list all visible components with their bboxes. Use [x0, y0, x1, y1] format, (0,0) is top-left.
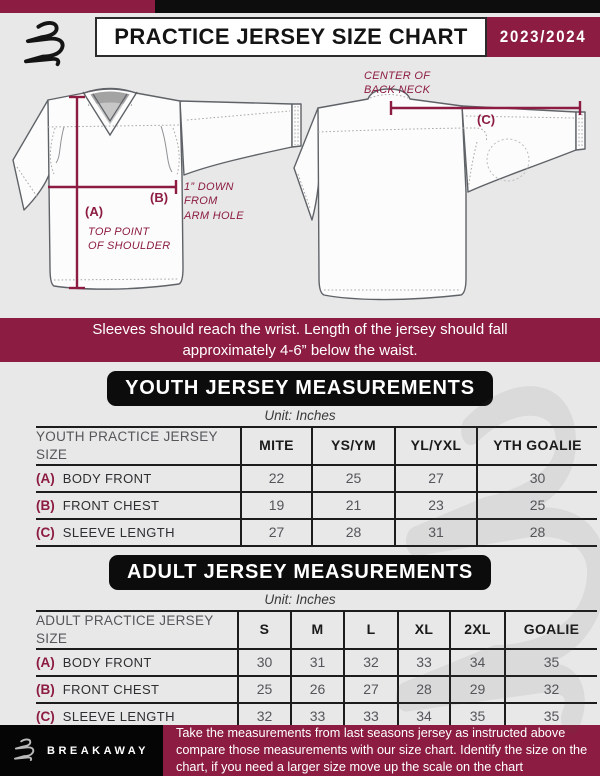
label-c-note [364, 69, 430, 98]
cell-value: 26 [309, 680, 326, 697]
row-label: SLEEVE LENGTH [62, 524, 175, 540]
youth-header-row [36, 427, 597, 465]
cell-value: 22 [268, 469, 285, 486]
brand-name: BREAKAWAY [47, 744, 149, 757]
cell-value: 28 [345, 523, 362, 540]
page-title-box [95, 17, 487, 57]
cell-value: 25 [256, 680, 273, 697]
label-b-key: (B) [150, 190, 169, 205]
cell-value: 35 [543, 707, 560, 724]
row-label: BODY FRONT [62, 654, 152, 670]
cell-value: 32 [543, 680, 560, 697]
row-label: BODY FRONT [62, 470, 152, 486]
cell-value: 27 [428, 469, 444, 486]
table-row [36, 519, 597, 546]
youth-section-banner [107, 371, 493, 406]
cell-value: 25 [529, 496, 546, 513]
youth-unit-label: Unit: Inches [264, 408, 336, 423]
label-a-note [88, 225, 171, 254]
cell-value: 28 [416, 680, 432, 697]
table-row [36, 492, 597, 519]
cell-value: 33 [416, 653, 432, 670]
youth-banner-label: YOUTH JERSEY MEASUREMENTS [125, 377, 475, 399]
label-c-key: (C) [477, 112, 496, 127]
jersey-diagrams-canvas [0, 68, 600, 318]
cell-value: 27 [268, 523, 285, 540]
row-label: FRONT CHEST [62, 497, 160, 513]
cell-value: 28 [529, 523, 546, 540]
youth-table-title: YOUTH PRACTICE JERSEY SIZE [36, 429, 218, 462]
table-row [36, 649, 597, 676]
cell-value: 30 [529, 469, 546, 486]
adult-unit-label: Unit: Inches [264, 592, 336, 607]
cell-value: 34 [416, 707, 432, 724]
brand-box [0, 725, 163, 776]
jersey-measurement-diagram [0, 68, 600, 318]
table-row [36, 465, 597, 492]
cell-value: 19 [268, 496, 285, 513]
label-a-note-line1: TOP POINT [88, 226, 150, 238]
cell-value: 21 [345, 496, 362, 513]
footer-note-box [163, 725, 600, 776]
label-b-note [184, 180, 244, 223]
row-key: (A) [36, 654, 55, 670]
season-badge [487, 17, 600, 57]
cell-value: 31 [309, 653, 326, 670]
label-c-note-line1: CENTER OF [364, 70, 431, 82]
column-header: YS/YM [330, 437, 377, 453]
footer-note-text: Take the measurements from last seasons jersey as instructed above compare those measurements with our size chart. Identify the size on the chart, if you need a larger size move up the scale on the chart [176, 726, 588, 774]
cell-value: 32 [256, 707, 273, 724]
column-header: M [311, 621, 324, 637]
fit-note-text: Sleeves should reach the wrist. Length of the jersey should fall approximately 4-6” below the waist. [92, 321, 508, 359]
column-header: S [259, 621, 270, 637]
footer [0, 725, 600, 776]
top-strip-maroon-segment [0, 0, 155, 13]
adult-size-table [36, 610, 597, 731]
row-key: (B) [36, 497, 55, 513]
row-key: (C) [36, 524, 55, 540]
label-b-note-line2: FROM [184, 195, 218, 208]
row-label: FRONT CHEST [62, 681, 160, 697]
column-header: XL [414, 621, 434, 637]
breakaway-logo-icon [14, 736, 38, 765]
label-b-note-line3: ARM HOLE [184, 209, 244, 222]
column-header: YL/YXL [410, 437, 462, 453]
column-header: GOALIE [523, 621, 580, 637]
adult-header-row [36, 611, 597, 649]
header [0, 13, 600, 68]
page-title: PRACTICE JERSEY SIZE CHART [114, 24, 468, 49]
adult-section [0, 555, 600, 731]
column-header: 2XL [464, 621, 491, 637]
cell-value: 33 [309, 707, 326, 724]
cell-value: 25 [345, 469, 362, 486]
youth-size-table [36, 426, 597, 547]
cell-value: 31 [428, 523, 444, 540]
breakaway-logo-icon [24, 15, 72, 75]
label-b-note-line1: 1” DOWN [184, 181, 234, 193]
row-key: (C) [36, 708, 55, 724]
cell-value: 32 [363, 653, 379, 670]
label-a-key: (A) [85, 204, 104, 219]
front-jersey-diagram [13, 89, 301, 290]
column-header: MITE [259, 437, 294, 453]
cell-value: 23 [428, 496, 444, 513]
table-row [36, 676, 597, 703]
adult-section-banner [109, 555, 491, 590]
label-c-note-line2: BACK NECK [364, 84, 431, 97]
label-a-note-line2: OF SHOULDER [88, 240, 171, 253]
row-key: (A) [36, 470, 55, 486]
cell-value: 35 [469, 707, 486, 724]
cell-value: 29 [469, 680, 486, 697]
adult-table-title: ADULT PRACTICE JERSEY SIZE [36, 613, 214, 646]
row-key: (B) [36, 681, 55, 697]
cell-value: 27 [363, 680, 379, 697]
cell-value: 30 [256, 653, 273, 670]
cell-value: 34 [469, 653, 486, 670]
cell-value: 35 [543, 653, 560, 670]
top-accent-strip [0, 0, 600, 13]
column-header: YTH GOALIE [493, 437, 582, 453]
adult-banner-label: ADULT JERSEY MEASUREMENTS [127, 561, 473, 583]
row-label: SLEEVE LENGTH [62, 708, 175, 724]
cell-value: 33 [363, 707, 379, 724]
column-header: L [366, 621, 376, 637]
fit-note-banner [0, 318, 600, 362]
youth-section [0, 371, 600, 547]
season-label: 2023/2024 [500, 27, 587, 46]
back-jersey-diagram [294, 89, 585, 300]
top-strip-black-segment [155, 0, 600, 13]
